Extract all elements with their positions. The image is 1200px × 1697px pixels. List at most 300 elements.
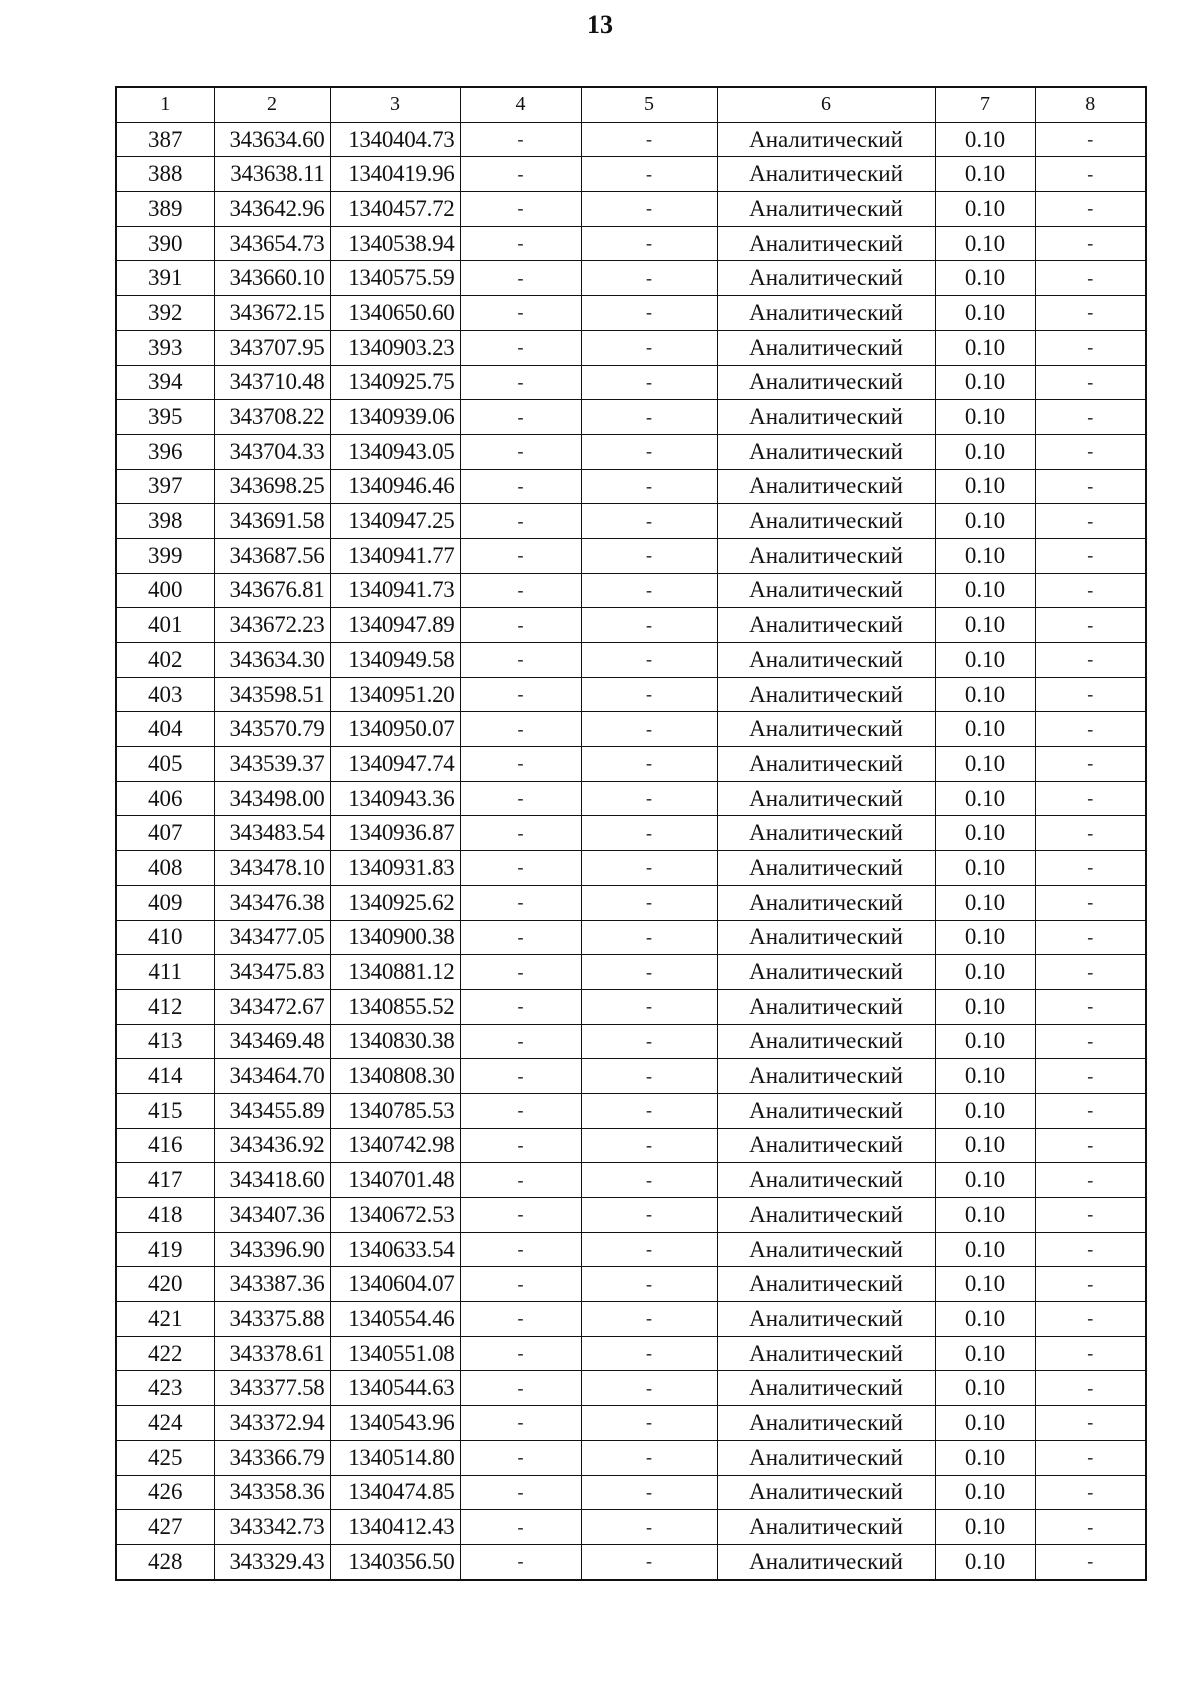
table-row — [116, 1232, 1146, 1267]
y-coordinate-cell: 1340925.75 — [330, 365, 460, 400]
col4-cell: - — [460, 538, 581, 573]
table-row — [116, 712, 1146, 747]
point-number-cell: 388 — [116, 157, 214, 192]
col5-cell: - — [581, 1198, 717, 1233]
method-cell: Аналитический — [717, 1406, 935, 1441]
col4-cell: - — [460, 643, 581, 678]
x-coordinate-cell: 343634.30 — [214, 643, 330, 678]
point-number-cell: 393 — [116, 330, 214, 365]
col8-cell: - — [1035, 330, 1146, 365]
col4-cell: - — [460, 122, 581, 157]
accuracy-cell: 0.10 — [935, 712, 1035, 747]
method-cell: Аналитический — [717, 261, 935, 296]
col5-cell: - — [581, 955, 717, 990]
point-number-cell: 420 — [116, 1267, 214, 1302]
method-cell: Аналитический — [717, 573, 935, 608]
col5-cell: - — [581, 1059, 717, 1094]
x-coordinate-cell: 343378.61 — [214, 1336, 330, 1371]
x-coordinate-cell: 343672.15 — [214, 296, 330, 331]
accuracy-cell: 0.10 — [935, 1024, 1035, 1059]
point-number-cell: 419 — [116, 1232, 214, 1267]
accuracy-cell: 0.10 — [935, 1371, 1035, 1406]
method-cell: Аналитический — [717, 643, 935, 678]
col8-cell: - — [1035, 1267, 1146, 1302]
col4-cell: - — [460, 261, 581, 296]
accuracy-cell: 0.10 — [935, 296, 1035, 331]
y-coordinate-cell: 1340939.06 — [330, 400, 460, 435]
y-coordinate-cell: 1340633.54 — [330, 1232, 460, 1267]
accuracy-cell: 0.10 — [935, 365, 1035, 400]
accuracy-cell: 0.10 — [935, 192, 1035, 227]
column-header: 1 — [116, 87, 214, 122]
col5-cell: - — [581, 573, 717, 608]
table-row — [116, 781, 1146, 816]
table-row — [116, 677, 1146, 712]
accuracy-cell: 0.10 — [935, 573, 1035, 608]
point-number-cell: 405 — [116, 747, 214, 782]
point-number-cell: 428 — [116, 1544, 214, 1579]
col8-cell: - — [1035, 122, 1146, 157]
col4-cell: - — [460, 1406, 581, 1441]
col5-cell: - — [581, 365, 717, 400]
col4-cell: - — [460, 434, 581, 469]
page-number: 13 — [587, 10, 613, 39]
point-number-cell: 413 — [116, 1024, 214, 1059]
col4-cell: - — [460, 677, 581, 712]
accuracy-cell: 0.10 — [935, 781, 1035, 816]
accuracy-cell: 0.10 — [935, 955, 1035, 990]
col8-cell: - — [1035, 226, 1146, 261]
accuracy-cell: 0.10 — [935, 1267, 1035, 1302]
y-coordinate-cell: 1340925.62 — [330, 885, 460, 920]
point-number-cell: 422 — [116, 1336, 214, 1371]
y-coordinate-cell: 1340947.74 — [330, 747, 460, 782]
col8-cell: - — [1035, 1406, 1146, 1441]
x-coordinate-cell: 343676.81 — [214, 573, 330, 608]
col4-cell: - — [460, 1371, 581, 1406]
table-row — [116, 885, 1146, 920]
y-coordinate-cell: 1340404.73 — [330, 122, 460, 157]
y-coordinate-cell: 1340701.48 — [330, 1163, 460, 1198]
col8-cell: - — [1035, 573, 1146, 608]
col5-cell: - — [581, 1128, 717, 1163]
col5-cell: - — [581, 1440, 717, 1475]
method-cell: Аналитический — [717, 122, 935, 157]
x-coordinate-cell: 343539.37 — [214, 747, 330, 782]
col4-cell: - — [460, 157, 581, 192]
col8-cell: - — [1035, 1440, 1146, 1475]
accuracy-cell: 0.10 — [935, 643, 1035, 678]
table-row — [116, 1198, 1146, 1233]
y-coordinate-cell: 1340943.36 — [330, 781, 460, 816]
point-number-cell: 391 — [116, 261, 214, 296]
table-row — [116, 1336, 1146, 1371]
point-number-cell: 409 — [116, 885, 214, 920]
y-coordinate-cell: 1340903.23 — [330, 330, 460, 365]
x-coordinate-cell: 343475.83 — [214, 955, 330, 990]
col4-cell: - — [460, 1510, 581, 1545]
y-coordinate-cell: 1340941.77 — [330, 538, 460, 573]
x-coordinate-cell: 343710.48 — [214, 365, 330, 400]
col5-cell: - — [581, 885, 717, 920]
col5-cell: - — [581, 1024, 717, 1059]
y-coordinate-cell: 1340936.87 — [330, 816, 460, 851]
point-number-cell: 406 — [116, 781, 214, 816]
col4-cell: - — [460, 712, 581, 747]
method-cell: Аналитический — [717, 851, 935, 886]
y-coordinate-cell: 1340575.59 — [330, 261, 460, 296]
col5-cell: - — [581, 816, 717, 851]
method-cell: Аналитический — [717, 365, 935, 400]
col8-cell: - — [1035, 1024, 1146, 1059]
table-row — [116, 816, 1146, 851]
col4-cell: - — [460, 365, 581, 400]
y-coordinate-cell: 1340514.80 — [330, 1440, 460, 1475]
accuracy-cell: 0.10 — [935, 538, 1035, 573]
accuracy-cell: 0.10 — [935, 1440, 1035, 1475]
col4-cell: - — [460, 608, 581, 643]
method-cell: Аналитический — [717, 296, 935, 331]
accuracy-cell: 0.10 — [935, 1510, 1035, 1545]
table-row — [116, 1371, 1146, 1406]
method-cell: Аналитический — [717, 1093, 935, 1128]
col8-cell: - — [1035, 261, 1146, 296]
point-number-cell: 387 — [116, 122, 214, 157]
col5-cell: - — [581, 1232, 717, 1267]
x-coordinate-cell: 343375.88 — [214, 1302, 330, 1337]
y-coordinate-cell: 1340554.46 — [330, 1302, 460, 1337]
point-number-cell: 427 — [116, 1510, 214, 1545]
x-coordinate-cell: 343672.23 — [214, 608, 330, 643]
col8-cell: - — [1035, 365, 1146, 400]
accuracy-cell: 0.10 — [935, 920, 1035, 955]
col5-cell: - — [581, 1336, 717, 1371]
y-coordinate-cell: 1340947.89 — [330, 608, 460, 643]
method-cell: Аналитический — [717, 920, 935, 955]
point-number-cell: 408 — [116, 851, 214, 886]
x-coordinate-cell: 343707.95 — [214, 330, 330, 365]
col8-cell: - — [1035, 434, 1146, 469]
table-row — [116, 400, 1146, 435]
col4-cell: - — [460, 1024, 581, 1059]
col5-cell: - — [581, 851, 717, 886]
table-row — [116, 330, 1146, 365]
x-coordinate-cell: 343407.36 — [214, 1198, 330, 1233]
point-number-cell: 424 — [116, 1406, 214, 1441]
col4-cell: - — [460, 296, 581, 331]
method-cell: Аналитический — [717, 1475, 935, 1510]
method-cell: Аналитический — [717, 1059, 935, 1094]
point-number-cell: 402 — [116, 643, 214, 678]
y-coordinate-cell: 1340650.60 — [330, 296, 460, 331]
column-header: 4 — [460, 87, 581, 122]
col5-cell: - — [581, 712, 717, 747]
point-number-cell: 407 — [116, 816, 214, 851]
table-row — [116, 261, 1146, 296]
table-row — [116, 955, 1146, 990]
col4-cell: - — [460, 851, 581, 886]
col8-cell: - — [1035, 1059, 1146, 1094]
accuracy-cell: 0.10 — [935, 1163, 1035, 1198]
table-row — [116, 1544, 1146, 1579]
y-coordinate-cell: 1340551.08 — [330, 1336, 460, 1371]
table-row — [116, 1440, 1146, 1475]
y-coordinate-cell: 1340474.85 — [330, 1475, 460, 1510]
point-number-cell: 416 — [116, 1128, 214, 1163]
col4-cell: - — [460, 1093, 581, 1128]
table-row — [116, 989, 1146, 1024]
method-cell: Аналитический — [717, 885, 935, 920]
col4-cell: - — [460, 400, 581, 435]
col4-cell: - — [460, 747, 581, 782]
col4-cell: - — [460, 330, 581, 365]
x-coordinate-cell: 343570.79 — [214, 712, 330, 747]
y-coordinate-cell: 1340949.58 — [330, 643, 460, 678]
accuracy-cell: 0.10 — [935, 434, 1035, 469]
x-coordinate-cell: 343342.73 — [214, 1510, 330, 1545]
col8-cell: - — [1035, 816, 1146, 851]
method-cell: Аналитический — [717, 1302, 935, 1337]
col4-cell: - — [460, 1267, 581, 1302]
col4-cell: - — [460, 226, 581, 261]
y-coordinate-cell: 1340808.30 — [330, 1059, 460, 1094]
table-row — [116, 747, 1146, 782]
col8-cell: - — [1035, 1302, 1146, 1337]
accuracy-cell: 0.10 — [935, 261, 1035, 296]
method-cell: Аналитический — [717, 330, 935, 365]
method-cell: Аналитический — [717, 712, 935, 747]
col8-cell: - — [1035, 781, 1146, 816]
y-coordinate-cell: 1340950.07 — [330, 712, 460, 747]
col4-cell: - — [460, 1302, 581, 1337]
y-coordinate-cell: 1340941.73 — [330, 573, 460, 608]
x-coordinate-cell: 343396.90 — [214, 1232, 330, 1267]
table-row — [116, 573, 1146, 608]
column-header: 6 — [717, 87, 935, 122]
col8-cell: - — [1035, 1093, 1146, 1128]
col4-cell: - — [460, 989, 581, 1024]
col5-cell: - — [581, 226, 717, 261]
point-number-cell: 417 — [116, 1163, 214, 1198]
table-row — [116, 1510, 1146, 1545]
col5-cell: - — [581, 643, 717, 678]
col5-cell: - — [581, 1544, 717, 1579]
table-row — [116, 469, 1146, 504]
method-cell: Аналитический — [717, 1163, 935, 1198]
method-cell: Аналитический — [717, 226, 935, 261]
point-number-cell: 418 — [116, 1198, 214, 1233]
accuracy-cell: 0.10 — [935, 747, 1035, 782]
col4-cell: - — [460, 1059, 581, 1094]
table-row — [116, 608, 1146, 643]
x-coordinate-cell: 343498.00 — [214, 781, 330, 816]
col8-cell: - — [1035, 920, 1146, 955]
col8-cell: - — [1035, 1336, 1146, 1371]
point-number-cell: 389 — [116, 192, 214, 227]
col8-cell: - — [1035, 1510, 1146, 1545]
table-row — [116, 434, 1146, 469]
header-row — [116, 87, 1146, 122]
table-row — [116, 538, 1146, 573]
x-coordinate-cell: 343477.05 — [214, 920, 330, 955]
point-number-cell: 403 — [116, 677, 214, 712]
y-coordinate-cell: 1340538.94 — [330, 226, 460, 261]
x-coordinate-cell: 343660.10 — [214, 261, 330, 296]
col5-cell: - — [581, 261, 717, 296]
col4-cell: - — [460, 1232, 581, 1267]
point-number-cell: 398 — [116, 504, 214, 539]
method-cell: Аналитический — [717, 157, 935, 192]
y-coordinate-cell: 1340947.25 — [330, 504, 460, 539]
col8-cell: - — [1035, 747, 1146, 782]
column-header: 2 — [214, 87, 330, 122]
y-coordinate-cell: 1340946.46 — [330, 469, 460, 504]
col8-cell: - — [1035, 989, 1146, 1024]
column-header: 7 — [935, 87, 1035, 122]
col5-cell: - — [581, 538, 717, 573]
col4-cell: - — [460, 469, 581, 504]
col4-cell: - — [460, 1475, 581, 1510]
col5-cell: - — [581, 1510, 717, 1545]
x-coordinate-cell: 343436.92 — [214, 1128, 330, 1163]
col5-cell: - — [581, 469, 717, 504]
y-coordinate-cell: 1340412.43 — [330, 1510, 460, 1545]
point-number-cell: 421 — [116, 1302, 214, 1337]
x-coordinate-cell: 343418.60 — [214, 1163, 330, 1198]
col5-cell: - — [581, 1371, 717, 1406]
accuracy-cell: 0.10 — [935, 1406, 1035, 1441]
table-row — [116, 920, 1146, 955]
col8-cell: - — [1035, 1475, 1146, 1510]
accuracy-cell: 0.10 — [935, 608, 1035, 643]
y-coordinate-cell: 1340356.50 — [330, 1544, 460, 1579]
col5-cell: - — [581, 157, 717, 192]
y-coordinate-cell: 1340931.83 — [330, 851, 460, 886]
table-row — [116, 157, 1146, 192]
point-number-cell: 411 — [116, 955, 214, 990]
table-row — [116, 226, 1146, 261]
x-coordinate-cell: 343642.96 — [214, 192, 330, 227]
col8-cell: - — [1035, 608, 1146, 643]
accuracy-cell: 0.10 — [935, 504, 1035, 539]
y-coordinate-cell: 1340943.05 — [330, 434, 460, 469]
table-row — [116, 296, 1146, 331]
col5-cell: - — [581, 330, 717, 365]
y-coordinate-cell: 1340604.07 — [330, 1267, 460, 1302]
col8-cell: - — [1035, 1232, 1146, 1267]
point-number-cell: 394 — [116, 365, 214, 400]
x-coordinate-cell: 343366.79 — [214, 1440, 330, 1475]
x-coordinate-cell: 343654.73 — [214, 226, 330, 261]
col5-cell: - — [581, 1406, 717, 1441]
accuracy-cell: 0.10 — [935, 1198, 1035, 1233]
col5-cell: - — [581, 122, 717, 157]
point-number-cell: 392 — [116, 296, 214, 331]
col8-cell: - — [1035, 1128, 1146, 1163]
col8-cell: - — [1035, 538, 1146, 573]
col5-cell: - — [581, 781, 717, 816]
method-cell: Аналитический — [717, 1440, 935, 1475]
x-coordinate-cell: 343638.11 — [214, 157, 330, 192]
table-row — [116, 365, 1146, 400]
table-row — [116, 1163, 1146, 1198]
col8-cell: - — [1035, 296, 1146, 331]
method-cell: Аналитический — [717, 816, 935, 851]
table-row — [116, 1093, 1146, 1128]
col4-cell: - — [460, 955, 581, 990]
col4-cell: - — [460, 816, 581, 851]
col8-cell: - — [1035, 1198, 1146, 1233]
table-row — [116, 643, 1146, 678]
x-coordinate-cell: 343464.70 — [214, 1059, 330, 1094]
col5-cell: - — [581, 608, 717, 643]
col5-cell: - — [581, 989, 717, 1024]
col4-cell: - — [460, 192, 581, 227]
y-coordinate-cell: 1340543.96 — [330, 1406, 460, 1441]
method-cell: Аналитический — [717, 747, 935, 782]
col4-cell: - — [460, 781, 581, 816]
point-number-cell: 396 — [116, 434, 214, 469]
accuracy-cell: 0.10 — [935, 1475, 1035, 1510]
col8-cell: - — [1035, 469, 1146, 504]
accuracy-cell: 0.10 — [935, 1059, 1035, 1094]
point-number-cell: 390 — [116, 226, 214, 261]
accuracy-cell: 0.10 — [935, 989, 1035, 1024]
method-cell: Аналитический — [717, 400, 935, 435]
method-cell: Аналитический — [717, 1336, 935, 1371]
x-coordinate-cell: 343476.38 — [214, 885, 330, 920]
col4-cell: - — [460, 504, 581, 539]
accuracy-cell: 0.10 — [935, 1232, 1035, 1267]
table-row — [116, 851, 1146, 886]
y-coordinate-cell: 1340672.53 — [330, 1198, 460, 1233]
x-coordinate-cell: 343372.94 — [214, 1406, 330, 1441]
method-cell: Аналитический — [717, 1544, 935, 1579]
point-number-cell: 404 — [116, 712, 214, 747]
point-number-cell: 425 — [116, 1440, 214, 1475]
accuracy-cell: 0.10 — [935, 226, 1035, 261]
method-cell: Аналитический — [717, 1232, 935, 1267]
col5-cell: - — [581, 1267, 717, 1302]
table-row — [116, 1302, 1146, 1337]
x-coordinate-cell: 343634.60 — [214, 122, 330, 157]
method-cell: Аналитический — [717, 1024, 935, 1059]
accuracy-cell: 0.10 — [935, 885, 1035, 920]
col5-cell: - — [581, 296, 717, 331]
col5-cell: - — [581, 1302, 717, 1337]
col5-cell: - — [581, 1475, 717, 1510]
col4-cell: - — [460, 1163, 581, 1198]
col5-cell: - — [581, 400, 717, 435]
accuracy-cell: 0.10 — [935, 122, 1035, 157]
y-coordinate-cell: 1340785.53 — [330, 1093, 460, 1128]
col8-cell: - — [1035, 885, 1146, 920]
accuracy-cell: 0.10 — [935, 330, 1035, 365]
col8-cell: - — [1035, 643, 1146, 678]
point-number-cell: 397 — [116, 469, 214, 504]
x-coordinate-cell: 343472.67 — [214, 989, 330, 1024]
col5-cell: - — [581, 434, 717, 469]
y-coordinate-cell: 1340830.38 — [330, 1024, 460, 1059]
accuracy-cell: 0.10 — [935, 1336, 1035, 1371]
x-coordinate-cell: 343598.51 — [214, 677, 330, 712]
method-cell: Аналитический — [717, 192, 935, 227]
col5-cell: - — [581, 1163, 717, 1198]
table-row — [116, 1024, 1146, 1059]
x-coordinate-cell: 343483.54 — [214, 816, 330, 851]
x-coordinate-cell: 343698.25 — [214, 469, 330, 504]
col5-cell: - — [581, 920, 717, 955]
